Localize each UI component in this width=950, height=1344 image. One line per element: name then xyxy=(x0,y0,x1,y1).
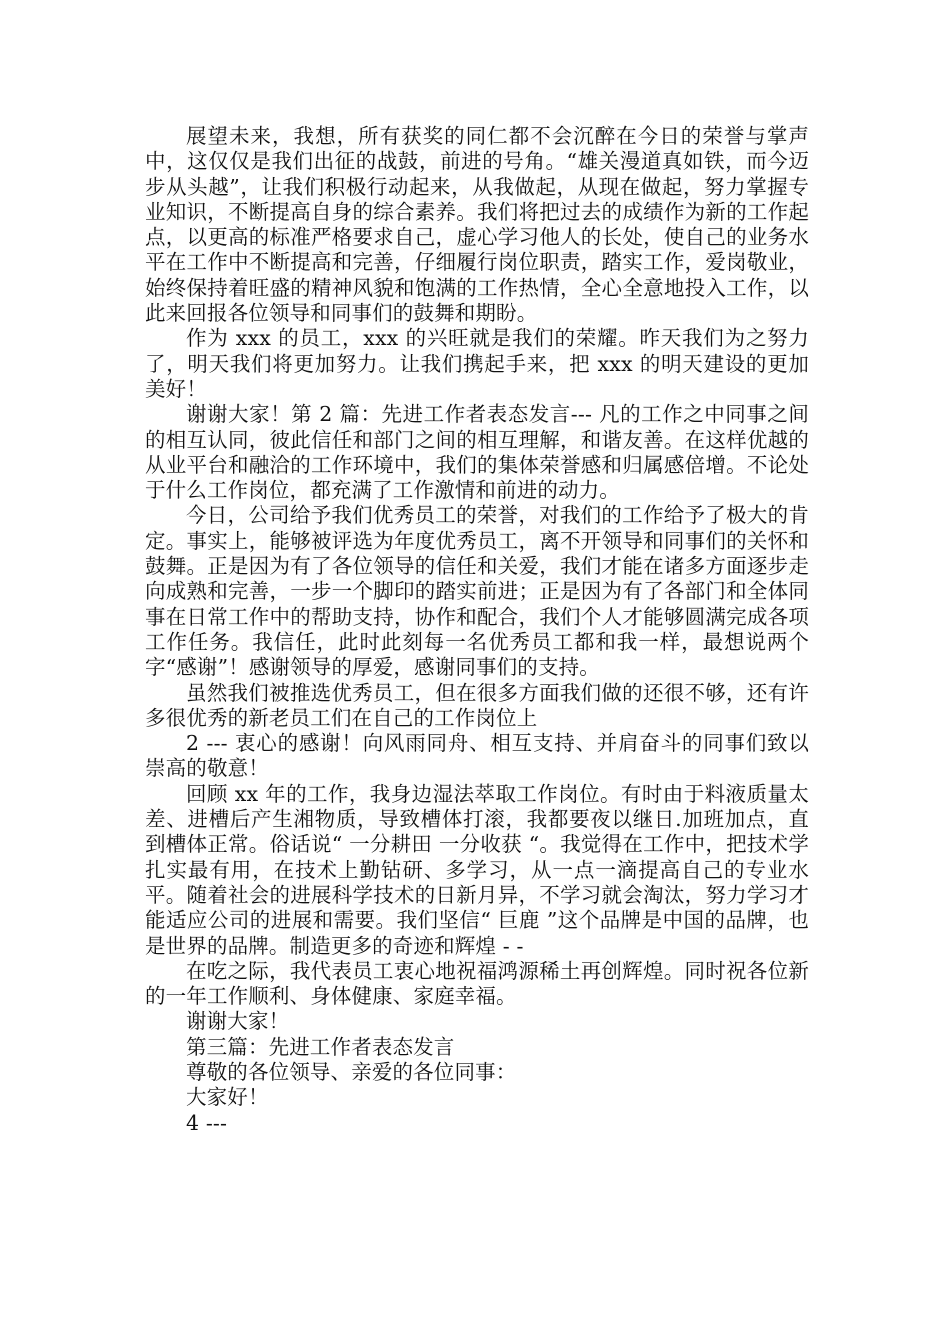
salutation: 尊敬的各位领导、亲爱的各位同事： xyxy=(186,1059,517,1084)
document-body xyxy=(145,124,809,1136)
page-marker: 4 --- xyxy=(186,1110,228,1135)
paragraph-8: 在吃之际，我代表员工衷心地祝福鸿源稀土再创辉煌。同时祝各位新的一年工作顺利、身体健康、家庭幸福。 xyxy=(145,958,809,1009)
paragraph-1: 展望未来，我想，所有获奖的同仁都不会沉醉在今日的荣誉与掌声中，这仅仅是我们出征的战鼓，前进的号角。“雄关漫道真如铁，而今迈步从头越”，让我们积极行动起来，从我做起，从现在做起，努力掌握专业知识，不断提高自身的综合素养。我们将把过去的成绩作为新的工作起点，以更高的标准严格要求自己，虚心学习他人的长处，使自己的业务水平在工作中不断提高和完善，仔细履行岗位职责，踏实工作，爱岗敬业，始终保持着旺盛的精神风貌和饱满的工作热情，全心全意地投入工作，以此来回报各位领导和同事们的鼓舞和期盼。 xyxy=(145,124,809,326)
section-heading: 第三篇：先进工作者表态发言 xyxy=(186,1034,455,1059)
paragraph-2: 作为 xxx 的员工，xxx 的兴旺就是我们的荣耀。昨天我们为之努力了，明天我们将更加努力。让我们携起手来，把 xxx 的明天建设的更加美好！ xyxy=(145,326,809,401)
closing-thanks: 谢谢大家！ xyxy=(186,1009,290,1034)
paragraph-5: 虽然我们被推选优秀员工，但在很多方面我们做的还很不够，还有许多很优秀的新老员工们在自己的工作岗位上 xyxy=(145,680,809,730)
paragraph-4: 今日，公司给予我们优秀员工的荣誉，对我们的工作给予了极大的肯定。事实上，能够被评选为年度优秀员工，离不开领导和同事们的关怀和鼓舞。正是因为有了各位领导的信任和关爱，我们才能在诸多方面逐步走向成熟和完善，一步一个脚印的踏实前进；正是因为有了各部门和全体同事在日常工作中的帮助支持，协作和配合，我们个人才能够圆满完成各项工作任务。我信任，此时此刻每一名优秀员工都和我一样，最想说两个字“感谢”！感谢领导的厚爱，感谢同事们的支持。 xyxy=(145,503,809,680)
paragraph-7: 回顾 xx 年的工作，我身边湿法萃取工作岗位。有时由于料液质量太差、进槽后产生湘物质，导致槽体打滚，我都要夜以继日.加班加点，直到槽体正常。俗话说“ 一分耕田 一分收获 “。我觉得在工作中，把技术学扎实最有用，在技术上勤钻研、多学习，从一点一滴提高自己的专业水平。随着社会的进展科学技术的日新月异，不学习就会淘汰，努力学习才能适应公司的进展和需要。我们坚信“ 巨鹿 ”这个品牌是中国的品牌，也是世界的品牌。制造更多的奇迹和辉煌 - - xyxy=(145,781,809,958)
greeting: 大家好！ xyxy=(186,1085,269,1110)
paragraph-3: 谢谢大家！第 2 篇：先进工作者表态发言--- 凡的工作之中同事之间的相互认同，彼此信任和部门之间的相互理解，和谐友善。在这样优越的从业平台和融洽的工作环境中，我们的集体荣誉感和归属感倍增。不论处于什么工作岗位，都充满了工作激情和前进的动力。 xyxy=(145,402,809,503)
paragraph-6: 2 --- 衷心的感谢！向风雨同舟、相互支持、并肩奋斗的同事们致以崇高的敬意！ xyxy=(145,731,809,781)
